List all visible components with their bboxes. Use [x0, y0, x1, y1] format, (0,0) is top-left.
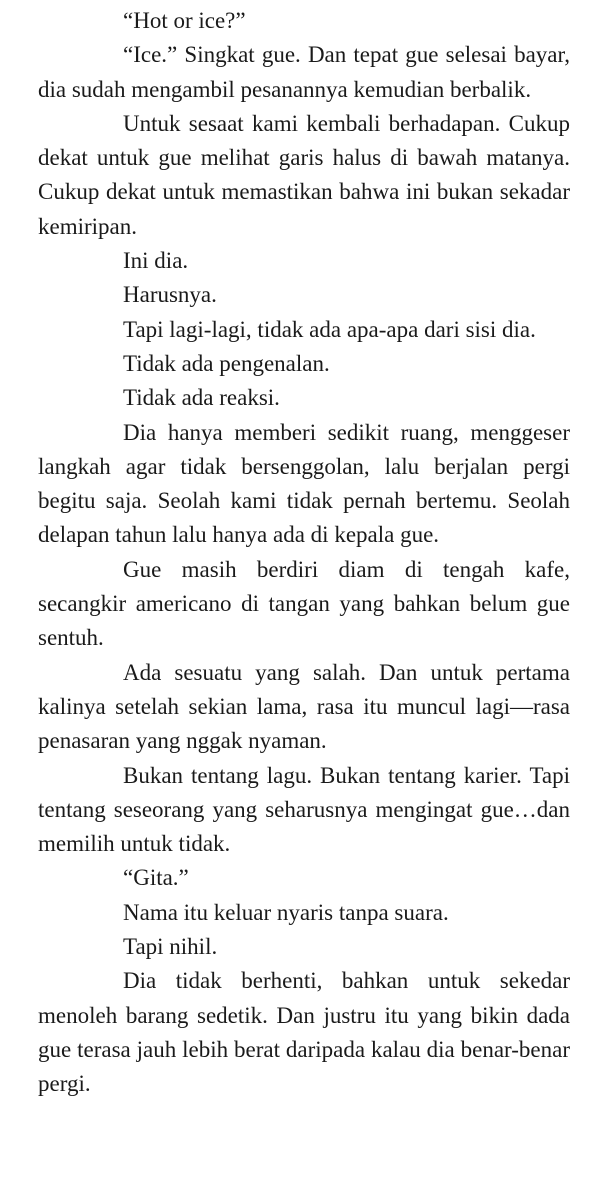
paragraph: Nama itu keluar nyaris tanpa suara.	[123, 899, 449, 925]
paragraph: Dia tidak berhenti, bahkan untuk sekedar menoleh barang sedetik. Dan justru itu yang bikin dada gue terasa jauh lebih berat daripada kalau dia benar-benar pergi.	[38, 968, 570, 1097]
paragraph: “Ice.” Singkat gue. Dan tepat gue selesai bayar, dia sudah mengambil pesanannya kemudian berbalik.	[38, 42, 570, 102]
paragraph: Bukan tentang lagu. Bukan tentang karier. Tapi tentang seseorang yang seharusnya mengingat gue…dan memilih untuk tidak.	[38, 762, 570, 857]
paragraph: Tapi lagi-lagi, tidak ada apa-apa dari sisi dia.	[123, 316, 536, 342]
paragraph: “Hot or ice?”	[123, 8, 246, 33]
paragraph: Gue masih berdiri diam di tengah kafe, secangkir americano di tangan yang bahkan belum gue sentuh.	[38, 556, 570, 651]
paragraph: Tapi nihil.	[123, 934, 218, 960]
paragraph: Harusnya.	[123, 282, 217, 308]
paragraph: Ada sesuatu yang salah. Dan untuk pertama kalinya setelah sekian lama, rasa itu muncul lagi—rasa penasaran yang nggak nyaman.	[38, 659, 570, 754]
paragraph: Tidak ada reaksi.	[123, 385, 280, 411]
paragraph: Untuk sesaat kami kembali berhadapan. Cukup dekat untuk gue melihat garis halus di bawah matanya. Cukup dekat untuk memastikan bahwa ini bukan sekadar kemiripan.	[38, 110, 570, 239]
paragraph: Ini dia.	[123, 248, 189, 274]
paragraph: Dia hanya memberi sedikit ruang, menggeser langkah agar tidak bersenggolan, lalu berjalan pergi begitu saja. Seolah kami tidak pernah bertemu. Seolah delapan tahun lalu hanya ada di kepala gue.	[38, 419, 570, 548]
page-text	[38, 4, 570, 1102]
paragraph: “Gita.”	[123, 865, 189, 891]
paragraph: Tidak ada pengenalan.	[123, 350, 330, 376]
